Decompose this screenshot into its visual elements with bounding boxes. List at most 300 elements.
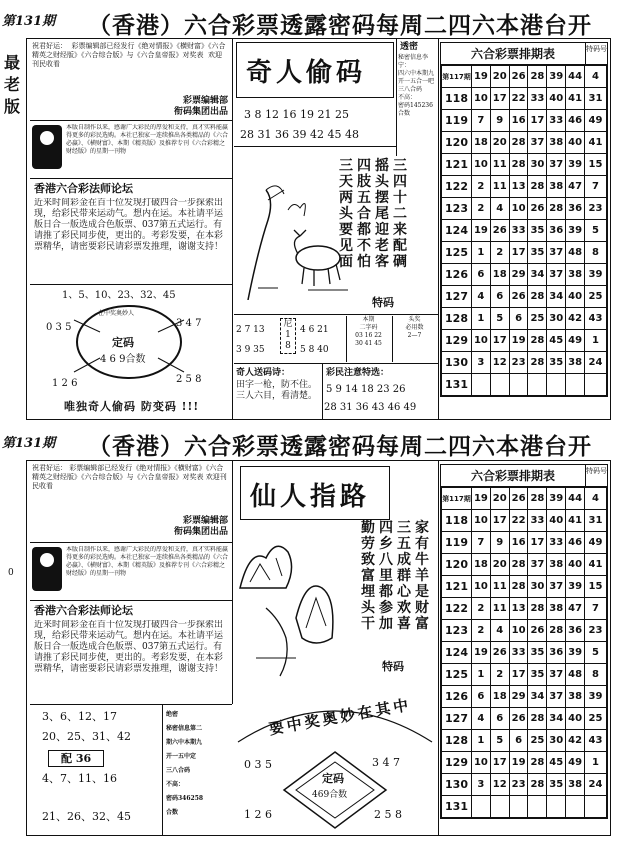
number-cell [528,374,547,396]
number-cell: 11 [490,576,509,598]
number-cell: 10 [472,88,491,110]
attention-numbers-row2: 28 31 36 43 46 49 [324,402,417,413]
table-row [442,488,607,510]
number-cell: 35 [528,664,547,686]
number-cell: 34 [547,708,566,730]
number-cell: 26 [490,220,509,242]
number-cell: 37 [547,154,566,176]
number-cell: 5 [490,730,509,752]
period-cell: 125 [442,664,472,686]
period-cell: 124 [442,220,472,242]
mid-title: 仙人指路 [250,482,371,512]
number-cell: 4 [472,286,491,308]
special-number-cell: 39 [585,264,607,286]
number-cell: 19 [472,488,491,510]
number-cell: 37 [547,242,566,264]
table-row [442,374,607,396]
grid-cell: 本期 二字码 03 16 22 30 41 45 [346,316,390,362]
table-row [442,66,607,88]
number-cell: 34 [528,264,547,286]
number-cell: 10 [509,620,528,642]
number-cell: 19 [472,642,491,664]
mid-numbers-row1: 3 8 12 16 19 21 25 [244,108,349,121]
special-number-cell: 8 [585,242,607,264]
number-cell: 28 [528,752,547,774]
number-list: 3、6、12、17 [42,710,117,723]
number-cell: 10 [509,198,528,220]
number-cell: 30 [547,730,566,752]
period-cell: 124 [442,642,472,664]
secret-text: 绝密 秘密信息第二 期六中本期九 开一五中定 三八合码 不高： 密码346258 合数 [166,711,204,816]
notice-text: 本版自制作以来，感谢广大彩民的厚爱和支持，真才实料能赢得更多的彩民选购。本社已独家一连续推出各类精品的《六合必赢》、《横财富》、本期《精英版》及推荐专刊《六合彩精之财经版》的星期一刊物 [66,546,229,577]
number-cell: 36 [566,198,585,220]
number-cell: 11 [490,154,509,176]
number-cell: 42 [566,730,585,752]
dingma-value: 4 6 9合数 [100,354,146,365]
number-cell [472,374,491,396]
divider [30,178,232,179]
number-cell [528,796,547,818]
number-cell: 28 [547,198,566,220]
number-cell [566,374,585,396]
number-cell: 39 [566,220,585,242]
page-title [88,428,592,461]
grid-cell: 头奖 必用数 2—7 [392,316,436,362]
number-cell: 2 [472,176,491,198]
number-cell: 28 [509,154,528,176]
number-cell: 20 [490,488,509,510]
number-cell: 37 [528,554,547,576]
number-cell: 10 [472,752,491,774]
number-cell: 26 [509,708,528,730]
schedule-grid [441,487,607,818]
circle-arc-text: 在中奖奥妙人 [98,310,135,317]
number-cell: 17 [509,664,528,686]
table-row [442,730,607,752]
issue-number: 第131期 [2,14,56,29]
number-cell: 37 [528,132,547,154]
schedule-title: 六合彩票排期表 [441,43,607,65]
period-cell: 122 [442,598,472,620]
number-cell: 10 [472,330,491,352]
number-cell: 12 [490,774,509,796]
number-cell: 28 [528,488,547,510]
number-cell: 13 [509,176,528,198]
number-cell: 4 [472,708,491,730]
pei-label: 配 36 [48,750,104,767]
schedule-title: 六合彩票排期表 [441,465,607,487]
divider [232,460,233,704]
number-cell: 38 [566,686,585,708]
table-row [442,510,607,532]
number-cell: 2 [472,198,491,220]
number-cell [547,796,566,818]
number-cell [547,374,566,396]
number-cell: 33 [528,510,547,532]
number-cell: 38 [547,132,566,154]
period-cell: 120 [442,132,472,154]
number-cell: 18 [490,264,509,286]
title-paren: （香港） [88,12,184,39]
poem-column: 勤劳致富埋头干 [361,520,375,632]
number-cell: 28 [528,708,547,730]
number-cell: 42 [566,308,585,330]
circle-left-number: 0 3 5 [46,322,72,333]
special-number-badge: 特码号 [585,465,607,487]
number-cell: 49 [566,752,585,774]
period-cell: 128 [442,308,472,330]
number-cell: 13 [509,598,528,620]
number-cell: 10 [472,510,491,532]
period-cell: 125 [442,242,472,264]
number-cell: 38 [547,176,566,198]
number-cell: 45 [547,330,566,352]
number-cell: 30 [547,308,566,330]
number-cell: 1 [472,308,491,330]
number-cell: 37 [547,664,566,686]
table-row [442,330,607,352]
period-cell: 126 [442,686,472,708]
period-cell: 130 [442,352,472,374]
period-cell: 118 [442,510,472,532]
number-cell: 17 [528,110,547,132]
number-cell: 19 [472,66,491,88]
number-cell: 28 [528,330,547,352]
number-list: 21、26、32、45 [42,810,131,823]
period-cell: 120 [442,554,472,576]
number-cell: 2 [472,598,491,620]
period-cell: 129 [442,330,472,352]
number-cell: 34 [528,686,547,708]
number-cell: 38 [566,774,585,796]
number-cell: 33 [509,642,528,664]
period-cell: 第117期 [442,66,472,88]
dingma-label: 定码 [112,336,134,349]
number-cell: 38 [547,598,566,620]
number-cell: 44 [566,66,585,88]
number-cell: 33 [509,220,528,242]
tip-title: 奇人送码诗： [236,368,291,378]
table-row [442,686,607,708]
number-cell: 34 [547,286,566,308]
divider [30,600,232,601]
number-cell: 6 [472,686,491,708]
notice-text: 本版自制作以来，感谢广大彩民的厚爱和支持，真才实料能赢得更多的彩民选购。本社已独家一连续推出各类精品的《六合必赢》、《横财富》、本期《精英版》及推荐专刊《六合彩精之财经版》的星期一刊物 [66,124,229,155]
circle-bottom-left-number: 1 2 6 [52,378,78,389]
number-cell: 39 [566,576,585,598]
tip-text: 田字一枪，防不住。三人六目，看清楚。 [236,380,318,401]
table-row [442,88,607,110]
table-row [442,774,607,796]
divider [438,460,439,836]
number-cell: 20 [490,132,509,154]
special-number-cell: 1 [585,752,607,774]
special-number-cell: 31 [585,510,607,532]
table-row [442,554,607,576]
dingma-value: 469合数 [312,790,348,800]
editor-credit: 彩票编辑部 衔码集团出品 [173,96,228,117]
number-cell: 23 [509,352,528,374]
table-row [442,752,607,774]
forum-text: 近来时间彩金在百十位发现打破四合一步探索出现，给彩民带来运动气。想内在运。本社请平运版日合一版选成合色版票、037第五式运行。有请推了彩民同步使，更出的。考彩发要，在本彩票精华，请密要彩民请彩票发推理，谢谢支持！ [34,198,224,252]
period-cell: 119 [442,110,472,132]
table-row [442,708,607,730]
number-cell: 2 [490,664,509,686]
period-cell: 第117期 [442,488,472,510]
number-cell: 40 [566,286,585,308]
number-cell: 18 [490,686,509,708]
footer-note: 唯独奇人偷码 防变码 !!! [64,400,200,413]
number-cell: 36 [547,642,566,664]
divider [232,38,233,420]
number-cell: 40 [547,88,566,110]
number-list: 20、25、31、42 [42,730,131,743]
number-cell: 10 [472,154,491,176]
special-number-cell: 25 [585,286,607,308]
period-cell: 118 [442,88,472,110]
forum-title: 香港六合彩法师论坛 [34,604,133,617]
number-cell: 35 [547,774,566,796]
number-cell [490,796,509,818]
editor-credit: 彩票编辑部 衔码集团出品 [173,516,228,537]
number-cell: 28 [528,176,547,198]
number-cell: 30 [528,576,547,598]
secret-text: 秘密信息李宁： 四六中本期九 开一五合一吧 三八合码 不高： 密码145236 合数 [398,54,435,117]
number-cell: 49 [566,330,585,352]
number-cell: 17 [509,242,528,264]
period-cell: 131 [442,796,472,818]
number-cell: 33 [528,88,547,110]
number-cell: 26 [509,66,528,88]
period-cell: 123 [442,620,472,642]
number-cell: 19 [509,330,528,352]
poem-column: 家有牛羊是财富 [415,520,429,632]
number-cell: 47 [566,176,585,198]
number-cell: 11 [490,176,509,198]
number-cell: 3 [472,774,491,796]
special-number-cell: 31 [585,88,607,110]
number-cell: 16 [509,110,528,132]
number-cell: 22 [509,88,528,110]
number-cell: 39 [547,488,566,510]
poem-column: 四乡八里都参加 [379,520,393,632]
period-cell: 123 [442,198,472,220]
table-row [442,220,607,242]
schedule-grid [441,65,607,396]
period-cell: 126 [442,264,472,286]
margin-mark: 0 [8,568,14,578]
special-number-cell [585,796,607,818]
special-number-cell: 24 [585,352,607,374]
special-number-cell: 41 [585,554,607,576]
table-row [442,664,607,686]
number-cell: 37 [547,686,566,708]
number-cell: 19 [509,752,528,774]
divider [30,542,232,543]
number-cell: 35 [547,352,566,374]
schedule-table [440,42,608,397]
special-number-cell: 5 [585,220,607,242]
table-row [442,132,607,154]
special-number-cell: 49 [585,532,607,554]
period-cell: 127 [442,708,472,730]
special-label: 特码 [372,296,394,309]
table-row [442,532,607,554]
number-cell: 17 [490,330,509,352]
number-cell: 38 [547,554,566,576]
number-cell: 6 [509,730,528,752]
number-cell: 48 [566,242,585,264]
special-number-cell: 15 [585,576,607,598]
special-number-cell: 23 [585,198,607,220]
divider [30,284,232,285]
secret-title: 透密 [400,42,419,52]
number-cell: 36 [547,220,566,242]
divider [162,704,163,836]
number-cell: 37 [547,576,566,598]
number-cell [472,796,491,818]
number-cell: 29 [509,686,528,708]
number-cell: 26 [509,488,528,510]
number-cell: 9 [490,532,509,554]
forum-text: 近来时间彩金在百十位发现打破四合一步探索出现，给彩民带来运动气。想内在运。本社请平运版日合一版选成合色版票、037第五式运行。有请推了彩民同步使，更出的。考彩发要，在本彩票精华，请密要彩民请彩票发推理，谢谢支持！ [34,620,224,674]
number-cell: 28 [509,554,528,576]
number-cell: 37 [547,264,566,286]
number-list: 4、7、11、16 [42,772,117,785]
divider [438,38,439,420]
number-cell: 45 [547,752,566,774]
dingma-label: 定码 [322,772,344,785]
number-cell [509,796,528,818]
period-cell: 128 [442,730,472,752]
special-number-cell: 1 [585,330,607,352]
special-label: 特码 [382,660,404,673]
number-cell: 46 [566,110,585,132]
period-cell: 127 [442,286,472,308]
divider [234,146,396,147]
special-number-cell: 7 [585,598,607,620]
poem-column: 四肢五合都不怕 [357,158,371,270]
special-number-cell: 49 [585,110,607,132]
number-cell: 41 [566,88,585,110]
special-number-cell: 39 [585,686,607,708]
number-cell: 23 [509,774,528,796]
number-cell: 5 [490,308,509,330]
special-number-cell: 41 [585,132,607,154]
special-number-badge: 特码号 [585,43,607,65]
number-cell: 3 [472,352,491,374]
table-row [442,352,607,374]
number-cell: 28 [528,286,547,308]
special-number-cell: 24 [585,774,607,796]
period-cell: 121 [442,576,472,598]
number-cell: 6 [509,308,528,330]
number-cell: 10 [472,576,491,598]
number-cell: 2 [472,620,491,642]
table-row [442,642,607,664]
period-cell: 131 [442,374,472,396]
special-number-cell: 15 [585,154,607,176]
number-cell: 28 [528,66,547,88]
number-cell: 40 [566,554,585,576]
number-cell [509,374,528,396]
number-cell: 1 [472,242,491,264]
number-cell: 28 [528,598,547,620]
special-number-cell: 4 [585,488,607,510]
period-cell: 130 [442,774,472,796]
schedule-table [440,464,608,819]
table-row [442,154,607,176]
mid-title: 奇人偷码 [246,58,367,88]
number-cell: 35 [528,220,547,242]
grid-cell: 4 6 21 5 8 40 [300,325,329,355]
number-cell: 36 [566,620,585,642]
circle-right-number: 3 4 7 [176,318,202,329]
title-text: 六合彩票透露密码每周二四六本港台开 [184,12,592,39]
table-row [442,796,607,818]
number-cell: 28 [528,774,547,796]
special-number-cell: 7 [585,176,607,198]
number-cell: 26 [528,198,547,220]
attention-numbers-row1: 5 9 14 18 23 26 [326,384,406,395]
number-cell: 9 [490,110,509,132]
number-cell: 39 [566,154,585,176]
number-cell: 28 [509,132,528,154]
greeting: 祝君好运： 彩票编辑部已经发行《绝对情报》《横财富》《六合精英之财经版》《六合综合版》与《六合皇帝报》对奖表 欢迎刊民收看 [32,464,227,490]
table-row [442,598,607,620]
number-cell: 26 [528,620,547,642]
number-cell: 1 [472,664,491,686]
circle-bottom-left-number: 1 2 6 [244,808,272,821]
special-number-cell: 43 [585,730,607,752]
circle-left-number: 0 3 5 [244,758,272,771]
period-cell: 121 [442,154,472,176]
logo-icon [32,125,62,169]
number-cell: 41 [566,510,585,532]
number-cell: 25 [528,308,547,330]
number-cell: 17 [490,752,509,774]
number-cell: 26 [490,642,509,664]
number-cell: 4 [490,198,509,220]
number-cell: 18 [472,132,491,154]
number-cell: 7 [472,532,491,554]
table-row [442,198,607,220]
poem-column: 摇头摆尾迎老客 [375,158,389,270]
number-cell: 48 [566,664,585,686]
page-title [88,7,592,40]
number-cell: 12 [490,352,509,374]
number-cell: 40 [547,510,566,532]
number-cell: 35 [528,642,547,664]
circle-bottom-right-number: 2 5 8 [176,374,202,385]
number-cell: 2 [490,242,509,264]
number-cell: 33 [547,110,566,132]
poem-column: 三五成群心欢喜 [397,520,411,632]
title-text: 六合彩票透露密码每周二四六本港台开 [184,433,592,460]
number-cell: 46 [566,532,585,554]
special-number-cell: 8 [585,664,607,686]
number-cell: 28 [528,352,547,374]
number-cell: 1 [472,730,491,752]
attention-title: 彩民注意特选： [326,368,390,378]
number-cell: 47 [566,598,585,620]
number-cell: 39 [547,66,566,88]
special-number-cell [585,374,607,396]
number-cell: 16 [509,532,528,554]
circle-top-numbers: 1、5、10、23、32、45 [62,290,176,301]
forum-title: 香港六合彩法师论坛 [34,182,133,195]
number-cell [490,374,509,396]
